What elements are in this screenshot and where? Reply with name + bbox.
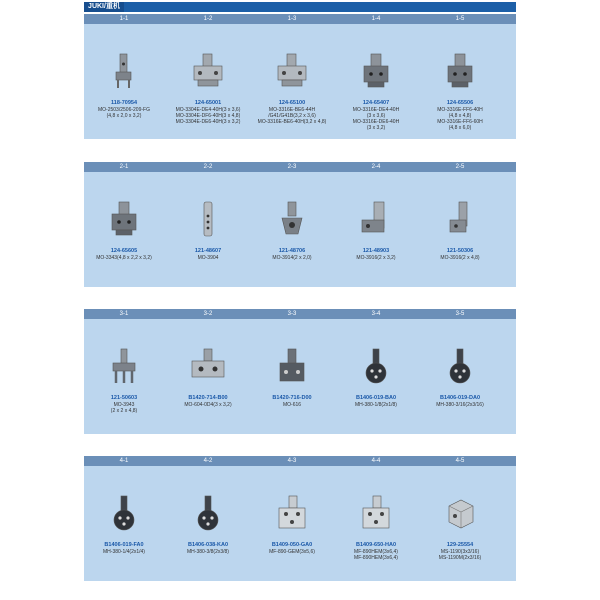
part-description: MO-3316E-FF6-60H xyxy=(437,119,483,125)
item-number: 4-2 xyxy=(203,458,213,464)
part-description: MO-3304E-DE4-40H(3 x 3,6) xyxy=(175,107,241,113)
catalog-item xyxy=(81,542,167,555)
part-code: 129-25554 xyxy=(446,542,474,548)
item-number: 2-2 xyxy=(203,164,213,170)
part-description: MO-3914(2 x 2,0) xyxy=(272,255,312,261)
item-number: 4-3 xyxy=(287,458,297,464)
item-number: 4-1 xyxy=(119,458,129,464)
needle-plate-image xyxy=(107,200,141,243)
needle-plate-image xyxy=(277,200,307,245)
part-description: MO-3943 xyxy=(113,402,135,408)
needle-plate-image xyxy=(275,494,309,537)
part-code: B1409-050-GA0 xyxy=(271,542,313,548)
item-number: 2-1 xyxy=(119,164,129,170)
needle-plate-image xyxy=(110,52,138,95)
part-description: MO-3316E-BE6-44H xyxy=(268,107,316,113)
needle-plate-image xyxy=(272,52,312,95)
item-number: 3-1 xyxy=(119,311,129,317)
needle-plate-image xyxy=(443,494,477,537)
catalog-item xyxy=(417,395,503,408)
item-number: 2-4 xyxy=(371,164,381,170)
part-code: B1420-714-B00 xyxy=(188,395,228,401)
item-number: 3-5 xyxy=(455,311,465,317)
part-description: MO-2503/2506-209-FG xyxy=(98,107,150,113)
part-description: MO-616 xyxy=(282,402,302,408)
part-code: 121-48706 xyxy=(278,248,306,254)
part-description: MS-1190(3x3/16) xyxy=(440,549,480,555)
needle-plate-image xyxy=(275,347,309,392)
needle-plate-image xyxy=(445,200,475,243)
part-description: (3 x 3,2) xyxy=(366,125,386,131)
catalog-item xyxy=(165,542,251,555)
catalog-item xyxy=(249,395,335,408)
catalog-item xyxy=(249,248,335,261)
catalog-item xyxy=(81,248,167,261)
part-code: B1406-019-FA0 xyxy=(104,542,144,548)
needle-plate-image xyxy=(109,494,139,539)
catalog-item xyxy=(333,395,419,408)
part-code: 124-65100 xyxy=(278,100,306,106)
catalog-item xyxy=(165,100,251,125)
part-code: B1406-038-KA0 xyxy=(187,542,229,548)
needle-plate-image xyxy=(107,347,141,392)
panel-header xyxy=(84,309,516,319)
item-number: 3-2 xyxy=(203,311,213,317)
catalog-panel xyxy=(84,14,516,139)
catalog-panel xyxy=(84,309,516,434)
item-number: 1-1 xyxy=(119,16,129,22)
part-description: MO-3916(2 x 3,2) xyxy=(356,255,396,261)
part-code: 124-65001 xyxy=(194,100,222,106)
part-code: B1420-716-D00 xyxy=(272,395,312,401)
item-number: 3-3 xyxy=(287,311,297,317)
catalog-panel xyxy=(84,456,516,581)
part-code: 121-50603 xyxy=(110,395,138,401)
part-description: MO-3316E-FF6-40H xyxy=(437,107,483,113)
catalog-item xyxy=(249,100,335,125)
part-description: MO-3316E-DE4-40H xyxy=(352,107,400,113)
needle-plate-image xyxy=(443,52,477,95)
needle-plate-image xyxy=(445,347,475,392)
catalog-panel xyxy=(84,162,516,287)
part-description: MF-890HEM(3x6,4) xyxy=(354,555,398,561)
item-number: 1-3 xyxy=(287,16,297,22)
part-description: (2 x 2 x 4,8) xyxy=(110,408,138,414)
part-description: MO-3316E-DE6-40H xyxy=(352,119,400,125)
part-description: MO-3304E-DF6-40H(3 x 4,8) xyxy=(175,113,241,119)
catalog-item xyxy=(417,542,503,561)
needle-plate-image xyxy=(361,347,391,392)
catalog-item xyxy=(165,395,251,408)
part-code: B1409-650-HA0 xyxy=(355,542,397,548)
part-description: MO-3304E-DE6-40H(3 x 3,2) xyxy=(175,119,241,125)
catalog-item xyxy=(165,248,251,261)
catalog-item xyxy=(333,248,419,261)
part-description: MH-380-1/8(2x1/8) xyxy=(355,402,397,408)
catalog-item xyxy=(81,100,167,119)
item-number: 1-2 xyxy=(203,16,213,22)
panel-header xyxy=(84,14,516,24)
part-description: MH-380-3/16(2x3/16) xyxy=(436,402,484,408)
part-description: MF-890-GEM(3x5,6) xyxy=(269,549,315,555)
part-description: (4,8 x 2,0 x 3,2) xyxy=(106,113,142,119)
panel-header xyxy=(84,162,516,172)
part-description: MO-3343(4,8 x 2,2 x 3,2) xyxy=(96,255,152,261)
needle-plate-image xyxy=(188,347,228,390)
item-number: 1-4 xyxy=(371,16,381,22)
part-description: (4,8 x 6,0) xyxy=(448,125,472,131)
part-description: MF-890HEM(3x6,4) xyxy=(354,549,398,555)
part-description: MO-3316E-BE6-40H(3,2 x 4,8) xyxy=(257,119,327,125)
part-description: (3 x 3,6) xyxy=(366,113,386,119)
part-code: 124-65407 xyxy=(362,100,390,106)
part-code: 121-48607 xyxy=(194,248,222,254)
catalog-item xyxy=(81,395,167,414)
part-code: 124-65506 xyxy=(446,100,474,106)
needle-plate-image xyxy=(359,494,393,537)
part-code: 118-70954 xyxy=(111,100,137,106)
item-number: 4-5 xyxy=(455,458,465,464)
part-description: MH-380-3/8(2x3/8) xyxy=(187,549,229,555)
needle-plate-image xyxy=(193,494,223,539)
needle-plate-image xyxy=(359,52,393,95)
part-description: /G41/G41B(3,2 x 3,6) xyxy=(268,113,316,119)
catalog-item xyxy=(249,542,335,555)
part-code: 121-48903 xyxy=(362,248,390,254)
item-number: 4-4 xyxy=(371,458,381,464)
needle-plate-image xyxy=(188,52,228,95)
part-code: 124-65605 xyxy=(110,248,138,254)
brand-tab: JUKI/重机 xyxy=(84,2,124,12)
part-description: MO-604-0D4(3 x 3,2) xyxy=(184,402,232,408)
item-number: 3-4 xyxy=(371,311,381,317)
top-bar xyxy=(84,2,516,12)
catalog-item xyxy=(333,100,419,131)
catalog-item xyxy=(333,542,419,561)
part-code: B1406-019-DA0 xyxy=(439,395,481,401)
part-code: B1406-019-BA0 xyxy=(355,395,397,401)
part-code: 121-50306 xyxy=(446,248,474,254)
part-description: MO-3904 xyxy=(197,255,219,261)
part-description: MO-3916(2 x 4,8) xyxy=(440,255,480,261)
item-number: 2-5 xyxy=(455,164,465,170)
part-description: MH-380-1/4(2x1/4) xyxy=(103,549,145,555)
needle-plate-image xyxy=(356,200,396,243)
needle-plate-image xyxy=(199,200,217,245)
item-number: 1-5 xyxy=(455,16,465,22)
part-description: MS-1190M(2x3/16) xyxy=(438,555,482,561)
part-description: (4,8 x 4,8) xyxy=(448,113,472,119)
catalog-item xyxy=(417,248,503,261)
panel-header xyxy=(84,456,516,466)
catalog-item xyxy=(417,100,503,131)
item-number: 2-3 xyxy=(287,164,297,170)
